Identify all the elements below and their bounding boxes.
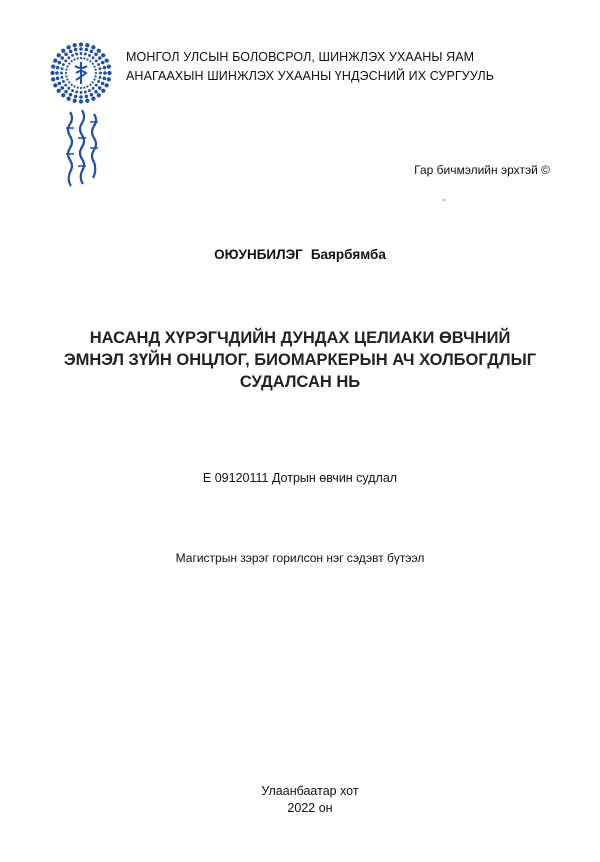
- author-name: [0, 247, 600, 262]
- scan-speck: [443, 199, 445, 201]
- copyright-note: Гар бичмэлийн эрхтэй ©: [414, 163, 550, 177]
- degree-note: Магистрын зэрэг горилсон нэг сэдэвт бүтээл: [175, 551, 425, 565]
- ministry-heading: [126, 48, 566, 86]
- city: Улаанбаатар хот: [261, 784, 359, 798]
- specialty-code: Е 09120111 Дотрын өвчин судлал: [202, 471, 398, 485]
- thesis-title-line-3: СУДАЛСАН НЬ: [239, 373, 361, 391]
- thesis-title-line-1: НАСАНД ХҮРЭГЧДИЙН ДУНДАХ ЦЕЛИАКИ ӨВЧНИЙ: [89, 329, 511, 347]
- place-and-year: [0, 783, 600, 817]
- author-given-name: ОЮУНБИЛЭГ: [214, 247, 303, 262]
- thesis-title: [40, 327, 560, 393]
- university-emblem-icon: [48, 40, 114, 106]
- author-family-name: Баярбямба: [310, 247, 386, 262]
- ministry-line-1: МОНГОЛ УЛСЫН БОЛОВСРОЛ, ШИНЖЛЭХ УХААНЫ ЯАМ: [126, 50, 475, 64]
- year: 2022 он: [287, 801, 333, 815]
- mongolian-script-seal-icon: [62, 108, 104, 190]
- thesis-title-line-2: ЭМНЭЛ ЗҮЙН ОНЦЛОГ, БИОМАРКЕРЫН АЧ ХОЛБОГДЛЫГ: [63, 351, 537, 369]
- ministry-line-2: АНАГААХЫН ШИНЖЛЭХ УХААНЫ ҮНДЭСНИЙ ИХ СУРГУУЛЬ: [126, 69, 495, 83]
